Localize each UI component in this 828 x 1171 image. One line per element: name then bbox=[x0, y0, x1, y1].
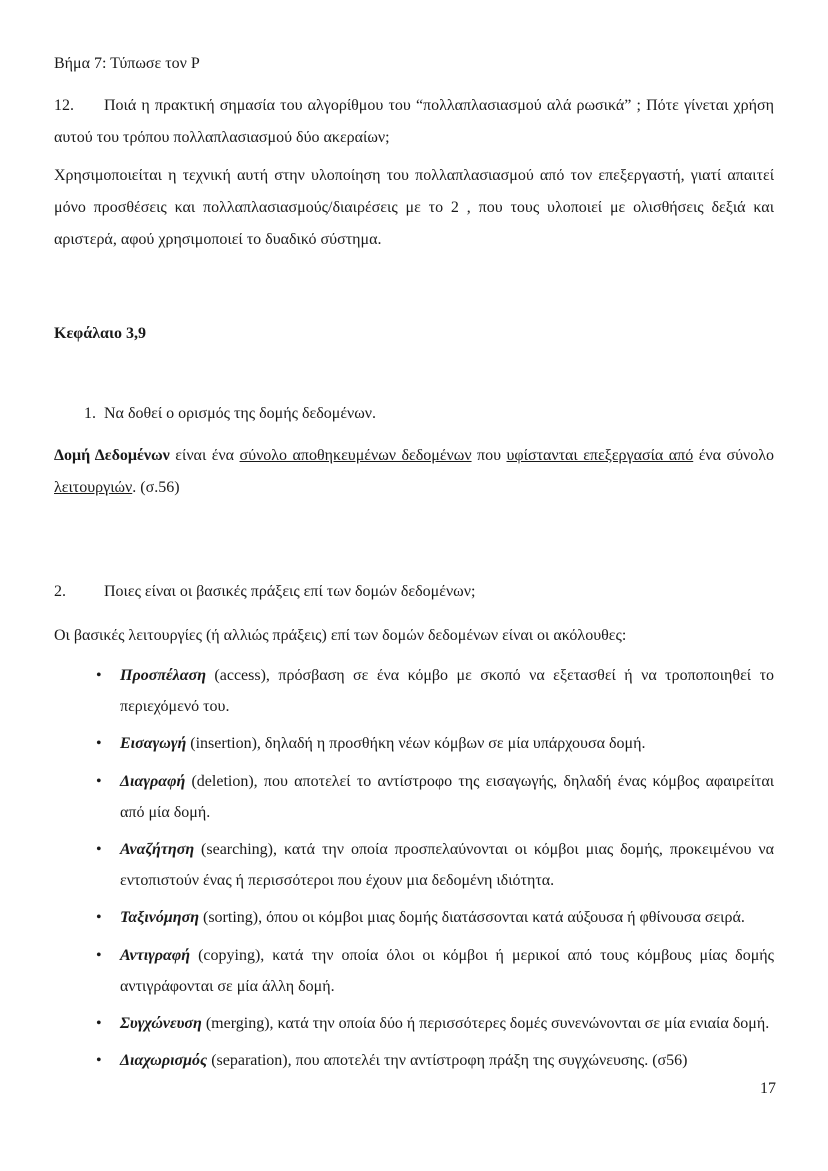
question-12 bbox=[54, 90, 774, 154]
list-item bbox=[54, 766, 774, 828]
operation-text: (separation), που αποτελέι την αντίστροφη πράξη της συγχώνευσης. (σ56) bbox=[207, 1052, 688, 1070]
operation-text: (copying), κατά την οποία όλοι οι κόμβοι ή μερικοί από τους κόμβους μίας δομής αντιγράφονται σε μία άλλη δομή. bbox=[120, 946, 774, 995]
question-1-text: Να δοθεί ο ορισμός της δομής δεδομένων. bbox=[104, 405, 377, 422]
question-2-text: Ποιες είναι οι βασικές πράξεις επί των δομών δεδομένων; bbox=[104, 583, 476, 600]
list-item bbox=[54, 902, 774, 933]
bullet-icon: • bbox=[96, 1052, 102, 1070]
question-12-text: Ποιά η πρακτική σημασία του αλγορίθμου του “πολλαπλασιασμού αλά ρωσικά” ; Πότε γίνεται χρήση αυτού του τρόπου πολλαπλασιασμού δύο ακεραίων; bbox=[54, 97, 774, 146]
definition-underline3: λειτουργιών bbox=[54, 479, 133, 496]
list-item bbox=[54, 1008, 774, 1039]
bullet-icon: • bbox=[96, 735, 102, 753]
definition-underline2: υφίστανται επεξεργασία από bbox=[506, 447, 694, 464]
definition-seg4: . (σ.56) bbox=[132, 479, 180, 496]
question-1-number: 1. bbox=[84, 405, 96, 422]
bullet-icon: • bbox=[96, 840, 102, 858]
operation-term: Εισαγωγή bbox=[120, 735, 187, 753]
list-item bbox=[54, 940, 774, 1002]
operation-term: Προσπέλαση bbox=[120, 667, 206, 684]
operation-term: Διαγραφή bbox=[120, 772, 186, 790]
operation-term: Αντιγραφή bbox=[120, 946, 191, 964]
bullet-icon: • bbox=[96, 946, 102, 964]
bullet-icon: • bbox=[96, 1014, 102, 1032]
operations-list bbox=[54, 660, 774, 1076]
list-item bbox=[54, 728, 774, 759]
definition-seg1: είναι ένα bbox=[169, 447, 240, 464]
operation-text: (merging), κατά την οποία δύο ή περισσότερες δομές συνενώνονται σε μία ενιαία δομή. bbox=[201, 1014, 770, 1032]
operation-term: Συγχώνευση bbox=[120, 1014, 202, 1032]
question-2 bbox=[54, 576, 774, 608]
operation-text: (deletion), που αποτελεί το αντίστροφο της εισαγωγής, δηλαδή ένας κόμβος αφαιρείται από μία δομή. bbox=[120, 772, 774, 821]
chapter-heading: Κεφάλαιο 3,9 bbox=[54, 325, 146, 342]
step-line: Βήμα 7: Τύπωσε τον P bbox=[54, 55, 200, 72]
operation-text: (insertion), δηλαδή η προσθήκη νέων κόμβων σε μία υπάρχουσα δομή. bbox=[186, 735, 646, 753]
question-2-number: 2. bbox=[54, 583, 66, 600]
list-item bbox=[54, 834, 774, 896]
question-1 bbox=[84, 398, 774, 430]
question-12-number: 12. bbox=[54, 97, 74, 114]
definition-underline1: σύνολο αποθηκευμένων δεδομένων bbox=[239, 447, 472, 464]
operations-intro: Οι βασικές λειτουργίες (ή αλλιώς πράξεις) επί των δομών δεδομένων είναι οι ακόλουθες: bbox=[54, 627, 627, 644]
bullet-icon: • bbox=[96, 909, 102, 927]
page-number: 17 bbox=[760, 1080, 776, 1097]
definition-seg2: που bbox=[471, 447, 507, 464]
operation-term: Αναζήτηση bbox=[120, 840, 195, 858]
list-item bbox=[54, 660, 774, 722]
list-item bbox=[54, 1045, 774, 1076]
operation-term: Διαχωρισμός bbox=[120, 1052, 208, 1070]
operation-text: (sorting), όπου οι κόμβοι μιας δομής διατάσσονται κατά αύξουσα ή φθίνουσα σειρά. bbox=[199, 909, 745, 927]
definition-term: Δομή Δεδομένων bbox=[54, 447, 170, 464]
operation-term: Ταξινόμηση bbox=[120, 909, 199, 927]
operation-text: (access), πρόσβαση σε ένα κόμβο με σκοπό να εξετασθεί ή να τροποποιηθεί το περιεχόμενό του. bbox=[120, 667, 774, 716]
answer-12: Χρησιμοποιείται η τεχνική αυτή στην υλοποίηση του πολλαπλασιασμού από τον επεξεργαστή, γιατί απαιτεί μόνο προσθέσεις και πολλαπλασιασμούς/διαιρέσεις με το 2 , που τους υλοποιεί με ολισθήσεις δεξιά και αριστερά, αφού χρησιμοποιεί το δυαδικό σύστημα. bbox=[54, 167, 774, 248]
definition-paragraph bbox=[54, 440, 774, 504]
bullet-icon: • bbox=[96, 772, 102, 790]
bullet-icon: • bbox=[96, 667, 102, 684]
operation-text: (searching), κατά την οποία προσπελαύνονται οι κόμβοι μιας δομής, προκειμένου να εντοπιστούν ένας ή περισσότεροι που έχουν μια δεδομένη ιδιότητα. bbox=[120, 840, 774, 890]
definition-seg3: ένα σύνολο bbox=[693, 447, 775, 464]
